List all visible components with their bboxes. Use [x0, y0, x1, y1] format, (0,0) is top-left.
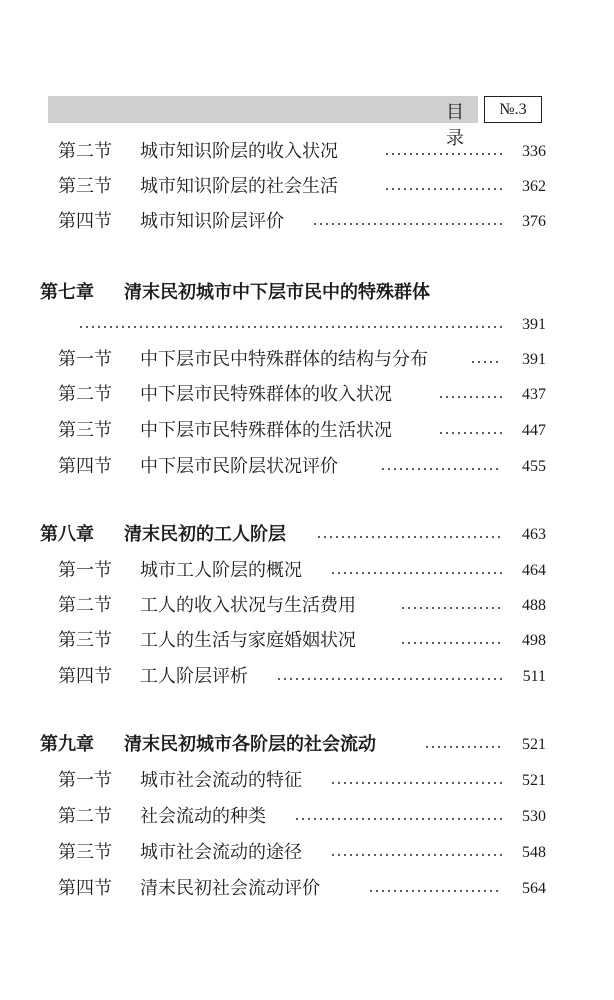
- page-number: 391: [522, 316, 546, 333]
- section-title: 城市社会流动的特征: [140, 770, 302, 791]
- chapter-number: 第七章: [40, 282, 94, 303]
- toc-entry[interactable]: [0, 210, 614, 234]
- section-title: 清末民初社会流动评价: [140, 878, 320, 899]
- page-number: 511: [522, 668, 546, 685]
- section-number: 第二节: [58, 141, 112, 162]
- toc-entry[interactable]: [0, 455, 614, 479]
- chapter-title: 清末民初的工人阶层: [124, 524, 286, 545]
- section-number: 第三节: [58, 420, 112, 441]
- leader-dots: [330, 782, 502, 784]
- chapter-title: 清末民初城市各阶层的社会流动: [124, 734, 376, 755]
- page-number: 521: [522, 772, 546, 789]
- page-number: 447: [522, 422, 546, 439]
- leader-dots: [312, 223, 502, 225]
- leader-dots: [276, 678, 502, 680]
- page-number: 463: [522, 526, 546, 543]
- chapter-entry[interactable]: [0, 733, 614, 757]
- chapter-number: 第八章: [40, 524, 94, 545]
- section-number: 第二节: [58, 384, 112, 405]
- section-number: 第四节: [58, 666, 112, 687]
- section-number: 第二节: [58, 806, 112, 827]
- leader-dots: [400, 607, 502, 609]
- section-title: 工人的生活与家庭婚姻状况: [140, 630, 356, 651]
- toc-entry[interactable]: [0, 841, 614, 865]
- page-number-box: №.3: [484, 96, 542, 123]
- toc-entry[interactable]: [0, 594, 614, 618]
- page-number: 521: [522, 736, 546, 753]
- page-header: [48, 96, 542, 149]
- toc-entry[interactable]: [0, 140, 614, 164]
- header-title: 目 录: [446, 102, 484, 149]
- section-title: 工人阶层评析: [140, 666, 248, 687]
- section-number: 第三节: [58, 630, 112, 651]
- page-number: 391: [522, 351, 546, 368]
- leader-dots: [78, 326, 502, 328]
- toc-entry[interactable]: [0, 175, 614, 199]
- leader-dots: [400, 642, 502, 644]
- section-number: 第四节: [58, 211, 112, 232]
- section-number: 第四节: [58, 878, 112, 899]
- page-number: 455: [522, 458, 546, 475]
- toc-entry[interactable]: [0, 805, 614, 829]
- leader-dots: [330, 854, 502, 856]
- section-title: 社会流动的种类: [140, 806, 266, 827]
- page-number: 530: [522, 808, 546, 825]
- section-number: 第三节: [58, 842, 112, 863]
- toc-entry[interactable]: [0, 419, 614, 443]
- leader-dots: [470, 361, 502, 363]
- section-number: 第三节: [58, 176, 112, 197]
- page-number: 336: [522, 143, 546, 160]
- leader-dots: [438, 432, 502, 434]
- chapter-entry[interactable]: [0, 523, 614, 547]
- section-title: 工人的收入状况与生活费用: [140, 595, 356, 616]
- section-number: 第二节: [58, 595, 112, 616]
- chapter-entry-continuation[interactable]: [0, 313, 614, 337]
- chapter-title: 清末民初城市中下层市民中的特殊群体: [124, 282, 430, 303]
- leader-dots: [330, 572, 502, 574]
- toc-entry[interactable]: [0, 559, 614, 583]
- page-number: 488: [522, 597, 546, 614]
- section-title: 中下层市民中特殊群体的结构与分布: [140, 349, 428, 370]
- leader-dots: [438, 396, 502, 398]
- leader-dots: [424, 746, 502, 748]
- section-title: 城市知识阶层的社会生活: [140, 176, 338, 197]
- toc-entry[interactable]: [0, 665, 614, 689]
- page-number: 376: [522, 213, 546, 230]
- leader-dots: [294, 818, 502, 820]
- toc-entry[interactable]: [0, 629, 614, 653]
- leader-dots: [384, 188, 502, 190]
- page-number: 464: [522, 562, 546, 579]
- section-number: 第四节: [58, 456, 112, 477]
- page-number: 362: [522, 178, 546, 195]
- section-title: 城市社会流动的途径: [140, 842, 302, 863]
- section-title: 中下层市民特殊群体的收入状况: [140, 384, 392, 405]
- section-title: 城市工人阶层的概况: [140, 560, 302, 581]
- header-bar: [48, 96, 478, 123]
- section-title: 城市知识阶层评价: [140, 211, 284, 232]
- leader-dots: [316, 536, 502, 538]
- toc-entry[interactable]: [0, 877, 614, 901]
- section-number: 第一节: [58, 349, 112, 370]
- page-number: 437: [522, 386, 546, 403]
- chapter-number: 第九章: [40, 734, 94, 755]
- chapter-entry[interactable]: [0, 281, 614, 305]
- toc-entry[interactable]: [0, 348, 614, 372]
- section-number: 第一节: [58, 770, 112, 791]
- section-title: 中下层市民特殊群体的生活状况: [140, 420, 392, 441]
- page-number: 548: [522, 844, 546, 861]
- section-number: 第一节: [58, 560, 112, 581]
- section-title: 中下层市民阶层状况评价: [140, 456, 338, 477]
- leader-dots: [384, 153, 502, 155]
- leader-dots: [380, 468, 502, 470]
- page-number: 564: [522, 880, 546, 897]
- toc-entry[interactable]: [0, 769, 614, 793]
- page-number: 498: [522, 632, 546, 649]
- section-title: 城市知识阶层的收入状况: [140, 141, 338, 162]
- leader-dots: [368, 890, 502, 892]
- toc-entry[interactable]: [0, 383, 614, 407]
